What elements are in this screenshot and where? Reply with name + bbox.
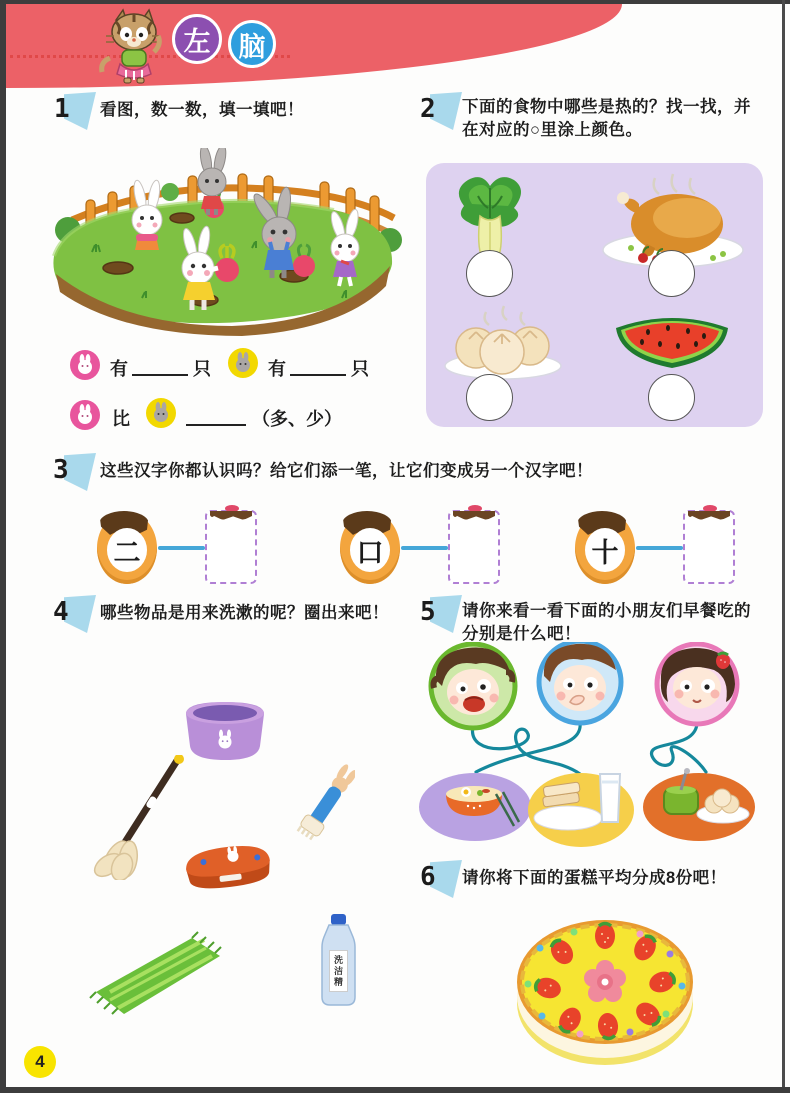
character-er: 二	[107, 528, 147, 572]
left-brain-badge	[172, 14, 222, 64]
color-circle-buns	[466, 374, 513, 421]
chocolate-drip	[453, 511, 495, 520]
scan-edge-left	[0, 0, 6, 1093]
have-label-2: 有	[268, 359, 286, 379]
answer-blank-3	[186, 404, 246, 426]
left-brain-badge-label: 左	[183, 26, 211, 57]
breakfast-matching-image	[418, 642, 782, 859]
grey-rabbit-icon	[146, 398, 176, 428]
exercise5-title	[462, 600, 774, 646]
donut-frame	[97, 512, 157, 584]
character-shi: 十	[585, 528, 625, 572]
exercise2-number: 2	[420, 94, 436, 124]
bow-icon	[225, 505, 239, 512]
answer-blank-1	[132, 354, 188, 376]
exercise5-title-line2: 分别是什么吧！	[462, 625, 581, 643]
exercise5-number: 5	[420, 597, 436, 627]
unit-label-1: 只	[193, 359, 211, 379]
donut-frame	[340, 512, 400, 584]
exercise3-flag-icon	[64, 453, 96, 491]
bow-icon	[468, 505, 482, 512]
answer-box-2	[448, 510, 500, 584]
chocolate-drip	[210, 511, 252, 520]
exercise6-number: 6	[420, 862, 436, 892]
strawberry-cake-image	[500, 908, 710, 1078]
exercise1-number: 1	[54, 94, 70, 124]
basin-image	[180, 698, 270, 769]
white-rabbit-icon	[70, 350, 100, 380]
towel-image	[88, 930, 228, 1030]
connector-line	[401, 546, 448, 550]
color-circle-bok-choy	[466, 250, 513, 297]
more-less-options: （多、少）	[252, 409, 342, 429]
exercise2-title	[462, 96, 774, 142]
steamed-buns-image	[438, 300, 568, 385]
unit-label-2: 只	[351, 359, 369, 379]
exercise3-title: 这些汉字你都认识吗？给它们添一笔，让它们变成另一个汉字吧！	[100, 462, 593, 480]
scan-edge-right	[782, 0, 785, 1093]
chocolate-drip	[688, 511, 730, 520]
bow-icon	[703, 505, 717, 512]
exercise2-title-line2: 在对应的○里涂上颜色。	[462, 121, 643, 139]
donut-frame	[575, 512, 635, 584]
mop-image	[90, 755, 190, 885]
grey-rabbit-icon	[228, 348, 258, 378]
white-rabbit-icon	[70, 400, 100, 430]
brain-badge-label: 脑	[238, 31, 266, 62]
character-kou: 口	[350, 528, 390, 572]
watermelon-image	[612, 306, 732, 379]
exercise1-title: 看图，数一数，填一填吧！	[100, 101, 304, 119]
detergent-bottle-image	[316, 912, 360, 1012]
answer-box-3	[683, 510, 735, 584]
answer-blank-2	[290, 354, 346, 376]
color-circle-chicken	[648, 250, 695, 297]
color-circle-watermelon	[648, 374, 695, 421]
compare-label: 比	[112, 409, 130, 429]
brain-badge	[228, 20, 276, 68]
exercise4-number: 4	[53, 597, 69, 627]
page-number-badge	[24, 1046, 56, 1078]
exercise4-title: 哪些物品是用来洗漱的呢？圈出来吧！	[100, 604, 389, 622]
toothbrush-image	[295, 760, 355, 855]
soap-box-image	[178, 835, 278, 898]
scan-edge-bottom	[0, 1087, 790, 1093]
cat-mascot-icon	[96, 8, 170, 89]
have-label-1: 有	[110, 359, 128, 379]
connector-line	[158, 546, 205, 550]
page-number: 4	[35, 1052, 45, 1071]
bottle-label	[329, 950, 348, 992]
exercise3-number: 3	[53, 455, 69, 485]
rabbit-meadow-scene	[42, 148, 404, 349]
exercise6-title: 请你将下面的蛋糕平均分成8份吧！	[462, 869, 727, 887]
exercise2-title-line1: 下面的食物中哪些是热的？找一找，并	[462, 98, 751, 116]
exercise5-title-line1: 请你来看一看下面的小朋友们早餐吃的	[462, 602, 751, 620]
bottle-label-text: 洗洁精	[333, 954, 343, 988]
exercise4-flag-icon	[64, 595, 96, 633]
answer-box-1	[205, 510, 257, 584]
connector-line	[636, 546, 683, 550]
